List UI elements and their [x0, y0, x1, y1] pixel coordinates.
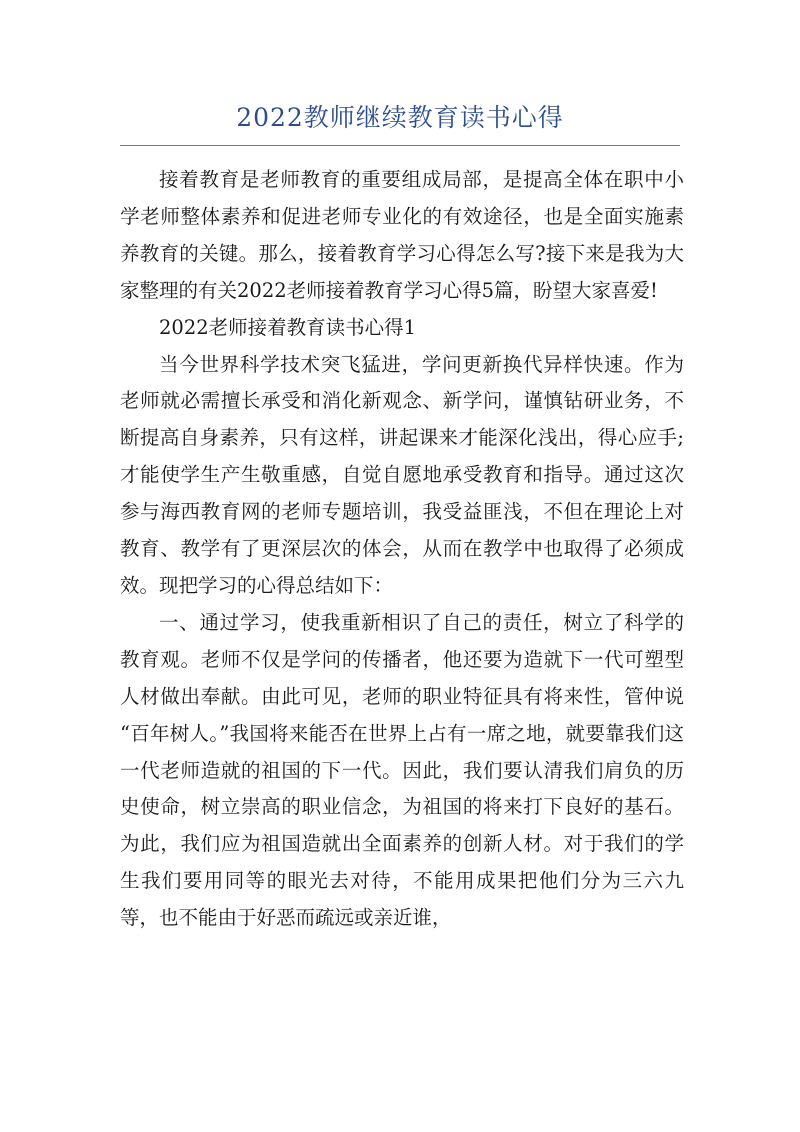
body-paragraph: 一、通过学习，使我重新相识了自己的责任，树立了科学的教育观。老师不仅是学问的传播者，他还要为造就下一代可塑型人材做出奉献。由此可见，老师的职业特征具有将来性，管仲说 “百年树人。”我国将来能否在世界上占有一席之地，就要靠我们这一代老师造就的祖国的下一代。因此，我们要认清我们肩负的历史使命，树立崇高的职业信念，为祖国的将来打下良好的基石。为此，我们应为祖国造就出全面素养的创新人材。对于我们的学生我们要用同等的眼光去对待，不能用成果把他们分为三六九等，也不能由于好恶而疏远或亲近谁， [120, 610, 684, 930]
section-heading: 2022老师接着教育读书心得1 [159, 315, 417, 339]
body-paragraph: 当今世界科学技术突飞猛进，学问更新换代异样快速。作为老师就必需擅长承受和消化新观念、新学问，谨慎钻研业务，不断提高自身素养，只有这样，讲起课来才能深化浅出，得心应手;才能使学生产生敬重感，自觉自愿地承受教育和指导。通过这次参与海西教育网的老师专题培训，我受益匪浅，不但在理论上对教育、教学有了更深层次的体会，从而在教学中也取得了必须成效。现把学习的心得总结如下： [120, 352, 684, 597]
title-underline [120, 145, 680, 146]
intro-paragraph: 接着教育是老师教育的重要组成局部，是提高全体在职中小学老师整体素养和促进老师专业化的有效途径，也是全面实施素养教育的关键。那么，接着教育学习心得怎么写?接下来是我为大家整理的有关2022老师接着教育学习心得5篇，盼望大家喜爱! [120, 168, 684, 302]
document-body [120, 162, 684, 937]
document-title: 2022教师继续教育读书心得 [236, 103, 564, 132]
